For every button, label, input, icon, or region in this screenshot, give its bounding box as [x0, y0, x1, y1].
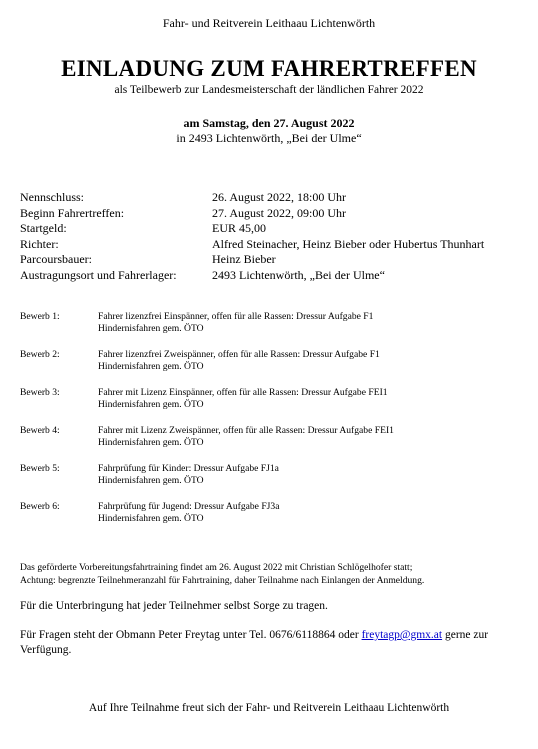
info-value: 2493 Lichtenwörth, „Bei der Ulme“ — [212, 267, 385, 282]
competition-dressage: Fahrer lizenzfrei Zweispänner, offen für alle Rassen: Dressur Aufgabe F1 — [98, 349, 380, 360]
info-row — [20, 252, 530, 268]
competition-dressage: Fahrer mit Lizenz Einspänner, offen für alle Rassen: Dressur Aufgabe FEI1 — [98, 387, 388, 398]
competition-dressage: Fahrprüfung für Jugend: Dressur Aufgabe FJ3a — [98, 501, 280, 512]
competition-obstacle: Hindernisfahren gem. ÖTO — [98, 322, 204, 334]
info-value: Alfred Steinacher, Heinz Bieber oder Hubertus Thunhart — [212, 236, 485, 251]
competition-obstacle: Hindernisfahren gem. ÖTO — [98, 512, 204, 524]
competition-dressage: Fahrer mit Lizenz Zweispänner, offen für alle Rassen: Dressur Aufgabe FEI1 — [98, 425, 394, 436]
info-value: 27. August 2022, 09:00 Uhr — [212, 205, 347, 220]
info-row — [20, 237, 530, 253]
info-label: Austragungsort und Fahrerlager: — [20, 267, 177, 282]
info-label: Startgeld: — [20, 221, 67, 236]
email-link[interactable]: freytagp@gmx.at — [361, 629, 443, 641]
competition-item — [20, 501, 520, 524]
competition-label: Bewerb 5: — [20, 463, 60, 474]
info-row — [20, 268, 530, 284]
competition-label: Bewerb 2: — [20, 349, 60, 360]
info-value: Heinz Bieber — [212, 252, 276, 267]
info-value: EUR 45,00 — [212, 221, 266, 236]
competition-details — [98, 425, 394, 448]
info-row — [20, 221, 530, 237]
training-note: Das geförderte Vorbereitungsfahrtraining findet am 26. August 2022 mit Christian Schlögelhofer statt; — [20, 562, 413, 573]
competition-label: Bewerb 1: — [20, 311, 60, 322]
competition-obstacle: Hindernisfahren gem. ÖTO — [98, 436, 204, 448]
competition-item — [20, 349, 520, 372]
info-label: Nennschluss: — [20, 190, 84, 204]
competition-details — [98, 311, 373, 334]
competition-details — [98, 387, 388, 410]
competition-label: Bewerb 3: — [20, 387, 60, 398]
info-value: 26. August 2022, 18:00 Uhr — [212, 190, 347, 204]
event-place: in 2493 Lichtenwörth, „Bei der Ulme“ — [176, 131, 362, 145]
event-info-table — [20, 190, 530, 284]
lodging-note: Für die Unterbringung hat jeder Teilnehmer selbst Sorge zu tragen. — [20, 600, 328, 612]
competition-item — [20, 425, 520, 448]
contact-text-before: Für Fragen steht der Obmann Peter Freytag unter Tel. 0676/6118864 oder — [20, 629, 362, 641]
info-row — [20, 206, 530, 222]
competition-obstacle: Hindernisfahren gem. ÖTO — [98, 360, 204, 372]
contact-text-after: gerne zur Verfügung. — [20, 629, 489, 656]
info-label: Beginn Fahrertreffen: — [20, 205, 125, 220]
training-notes — [20, 562, 520, 587]
competition-label: Bewerb 4: — [20, 425, 60, 436]
competition-details — [98, 501, 279, 524]
club-name: Fahr- und Reitverein Leithaau Lichtenwörth — [162, 16, 376, 30]
competition-obstacle: Hindernisfahren gem. ÖTO — [98, 398, 204, 410]
competition-details — [98, 463, 279, 486]
competition-dressage: Fahrer lizenzfrei Einspänner, offen für alle Rassen: Dressur Aufgabe F1 — [98, 311, 374, 322]
info-row — [20, 190, 530, 206]
competition-details — [98, 349, 380, 372]
document-title: EINLADUNG ZUM FAHRERTREFFEN — [61, 56, 477, 81]
competition-item — [20, 463, 520, 486]
competition-obstacle: Hindernisfahren gem. ÖTO — [98, 474, 204, 486]
contact-paragraph — [20, 628, 520, 657]
training-warning: Achtung: begrenzte Teilnehmeranzahl für Fahrtraining, daher Teilnahme nach Einlangen der Anmeldung. — [20, 574, 425, 586]
info-label: Parcoursbauer: — [20, 252, 92, 267]
document-subtitle: als Teilbewerb zur Landesmeisterschaft der ländlichen Fahrer 2022 — [114, 84, 424, 96]
competition-list — [20, 311, 520, 539]
info-label: Richter: — [20, 236, 59, 251]
event-date: am Samstag, den 27. August 2022 — [183, 116, 355, 130]
competition-label: Bewerb 6: — [20, 501, 60, 512]
competition-item — [20, 311, 520, 334]
competition-item — [20, 387, 520, 410]
competition-dressage: Fahrprüfung für Kinder: Dressur Aufgabe FJ1a — [98, 463, 279, 474]
closing-line: Auf Ihre Teilnahme freut sich der Fahr- und Reitverein Leithaau Lichtenwörth — [88, 702, 450, 714]
